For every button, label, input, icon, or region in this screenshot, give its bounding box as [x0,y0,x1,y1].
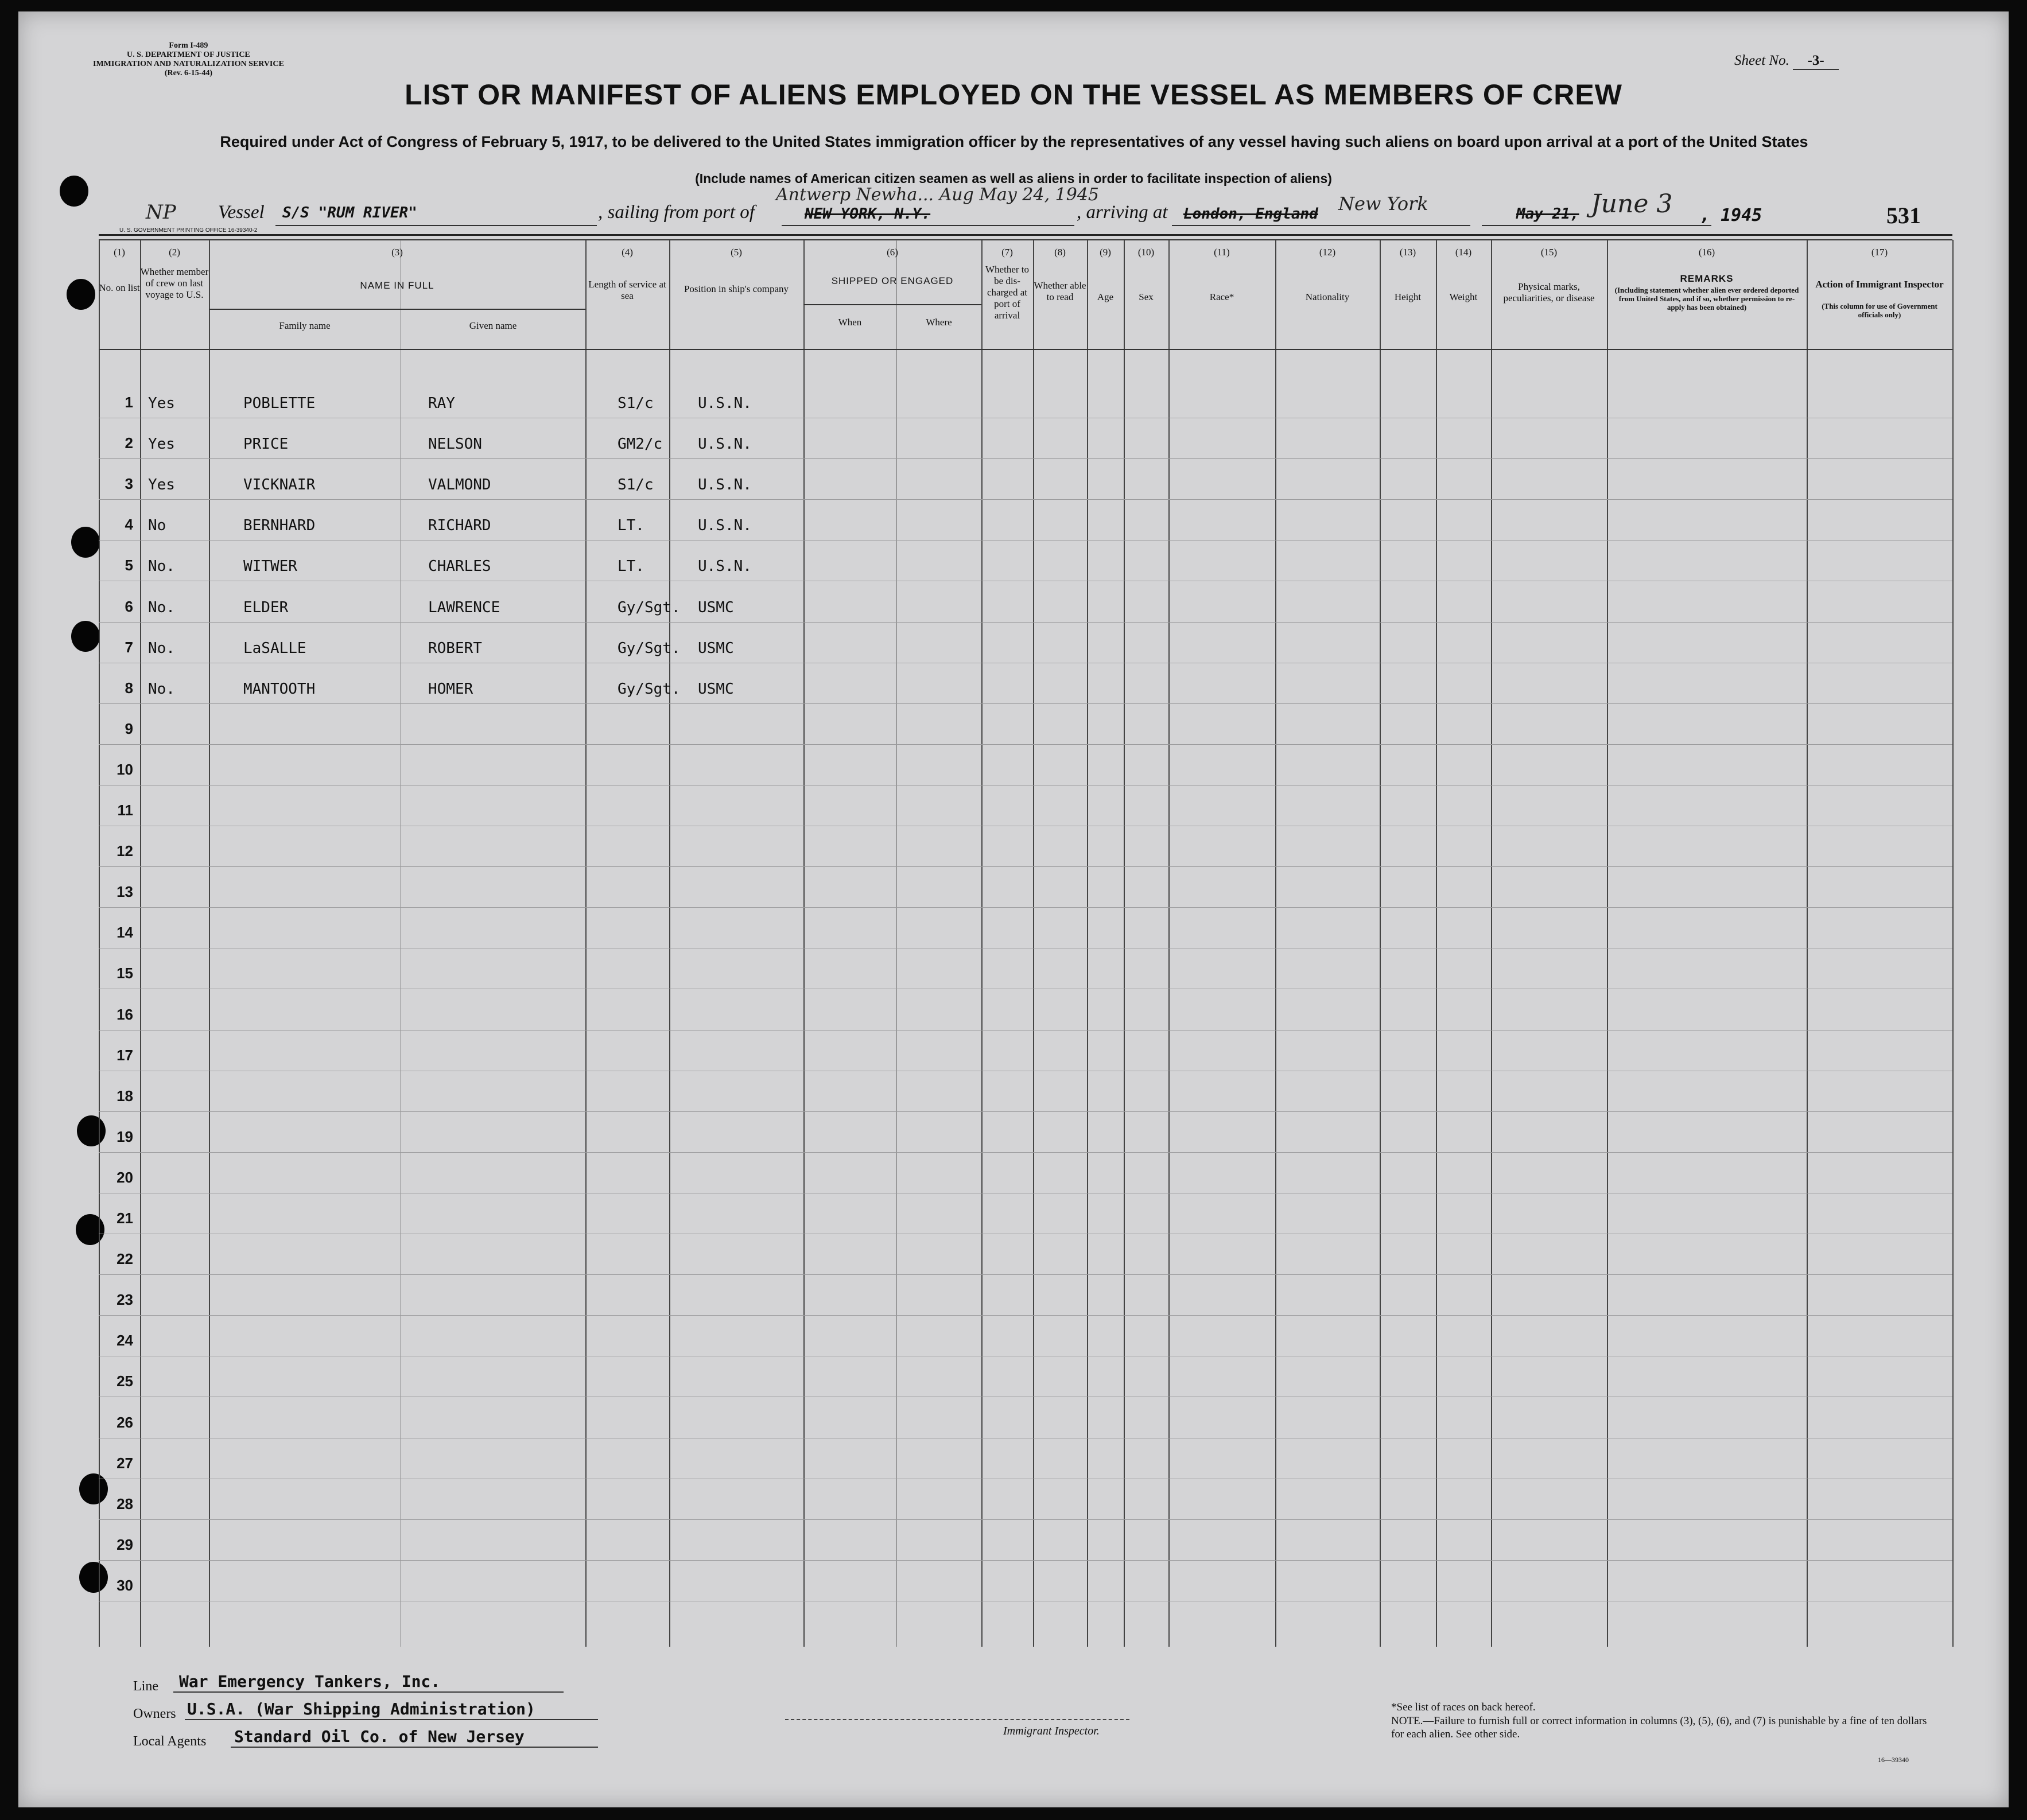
crew-service: GM2/c [618,435,663,453]
row-number: 8 [125,679,133,697]
crew-last-voyage: No. [148,680,175,698]
crew-family-name: MANTOOTH [243,680,316,698]
crew-family-name: WITWER [243,558,297,575]
form-identifier: Form I-489 U. S. DEPARTMENT OF JUSTICE IMMIGRATION AND NATURALIZATION SERVICE (Rev. 6-15-44) [93,41,284,77]
handwritten-port-from: Antwerp Newha... Aug May 24, 1945 [776,185,1099,205]
row-number: 16 [117,1005,133,1023]
row-rule [99,1274,1952,1275]
col-head-weight: Weight [1449,291,1478,302]
col-head-remarks: REMARKS [1680,273,1734,284]
row-rule [99,458,1952,459]
col-head-discharged: Whether to be dis-charged at port of arrival [985,264,1029,321]
col-head-when: When [838,317,862,328]
line-value: War Emergency Tankers, Inc. [179,1672,441,1691]
crew-service: Gy/Sgt. [618,639,681,657]
crew-position: U.S.N. [698,435,752,453]
failure-note: NOTE.—Failure to furnish full or correct information in columns (3), (5), (6), and (7) is punishable by a fine of ten dollars for each alien. See other side. [1391,1715,1927,1740]
row-rule [99,1152,1952,1153]
row-number: 24 [117,1332,133,1350]
crew-given-name: HOMER [428,680,473,698]
row-rule [99,744,1952,745]
row-number: 10 [117,760,133,778]
col-head-family-name: Family name [279,320,331,331]
requirement-text: Required under Act of Congress of February 5, 1917, to be delivered to the United States immigration officer by the representatives of any vessel having such aliens on board upon arrival at a port of the United States [220,133,1808,150]
row-number: 1 [125,394,133,411]
crew-family-name: LaSALLE [243,639,306,657]
crew-given-name: VALMOND [428,476,491,494]
crew-last-voyage: No [148,517,166,535]
row-number: 4 [125,516,133,534]
row-number: 2 [125,434,133,452]
crew-service: LT. [618,558,644,575]
row-rule [99,866,1952,867]
line-label: Line [133,1679,158,1694]
crew-position: USMC [698,639,734,657]
vessel-line: NP Vessel S/S "RUM RIVER" , sailing from port of Antwerp Newha... Aug May 24, 1945 NEW YORK, N.Y. , arriving at London, England New York May 21, June 3 , 1945 [146,185,1762,225]
crew-service: Gy/Sgt. [618,680,681,698]
agents-value: Standard Oil Co. of New Jersey [234,1727,525,1746]
row-number: 13 [117,883,133,901]
crew-position: U.S.N. [698,395,752,412]
crew-family-name: ELDER [243,598,289,616]
crew-service: S1/c [618,476,654,494]
col-head-read: Whether able to read [1034,280,1086,302]
crew-last-voyage: No. [148,558,175,575]
row-number: 15 [117,965,133,982]
col-head-inspector-sub: (This column for use of Government officials only) [1822,302,1937,319]
crew-position: USMC [698,598,734,616]
col-head-nationality: Nationality [1305,291,1350,302]
punch-hole [71,527,100,558]
col-head-height: Height [1394,291,1422,302]
row-number: 14 [117,924,133,942]
crew-given-name: LAWRENCE [428,598,500,616]
vessel-name: S/S "RUM RIVER" [282,204,417,221]
col-head-position: Position in ship's company [684,283,789,294]
handwritten-prefix: NP [146,201,176,224]
row-rule [99,1519,1952,1520]
col-head-no: No. on list [99,282,140,293]
crew-position: U.S.N. [698,476,752,494]
crew-service: S1/c [618,395,654,412]
row-number: 23 [117,1291,133,1309]
row-number: 17 [117,1046,133,1064]
row-number: 20 [117,1168,133,1186]
crew-last-voyage: No. [148,598,175,616]
port-to: London, England [1183,205,1318,223]
races-note: *See list of races on back hereof. [1391,1701,1536,1713]
punch-hole [71,621,100,652]
page-number: 531 [1886,203,1921,228]
row-number: 27 [117,1454,133,1472]
crew-family-name: POBLETTE [243,395,316,412]
row-number: 29 [117,1535,133,1553]
gpo-line: U. S. GOVERNMENT PRINTING OFFICE 16-39340-2 [119,227,258,234]
crew-given-name: RICHARD [428,517,491,535]
sheet-number: Sheet No. -3- [1734,53,1839,70]
crew-last-voyage: Yes [148,476,175,494]
row-number: 18 [117,1087,133,1105]
crew-family-name: PRICE [243,435,289,453]
punch-hole [67,279,95,310]
manifest-page [18,11,2009,1807]
col-head-where: Where [926,317,952,328]
inspector-label: Immigrant Inspector. [1003,1725,1100,1737]
crew-given-name: RAY [428,395,455,412]
col-head-name: NAME IN FULL [360,280,434,291]
owners-label: Owners [133,1706,176,1721]
row-number: 25 [117,1372,133,1390]
arrival-date-typed: May 21, [1516,205,1579,223]
row-number: 11 [117,802,133,819]
arrival-year: , 1945 [1700,205,1762,225]
row-number: 28 [117,1495,133,1512]
row-number: 3 [125,475,133,493]
crew-table: (1) (2) (3) (4) (5) (6) (7) (8) (9) (10) (11) (12) (13) (14) (15) (16) (17) No. on list Whether member of crew on last voyage to U.S. NAME IN FULL Family name Given name Length of service at sea Position in ship's company SHIPPED OR ENGAGED When Where Whether to be dis-charged at port of arrival Whether able to read Age Sex Race* Nationality Height Weight Physical marks, peculiarities, or disease REMARKS (Including statement whether alien ever ordered deported from United States, and if so, whether permission to re-apply has been obtained) Action of Immigrant Inspector (This column for use of Government officials only) 1 Yes POBLETTE RAY S1/c U.S.N. 2 Yes PRICE NELSON GM2/c U.S.N. 3 Yes VICKNAIR VALMOND S1/c U.S.N. 4 No BERNHARD RICHARD LT. U.S.N. 5 No. WITWER CHARLES LT. U.S.N. 6 No. ELDER LAWRENCE Gy/Sgt. USMC 7 No. LaSALLE ROBERT Gy/Sgt. USMC 8 No. MANTOOTH HOMER Gy/Sgt. USMC 9 10 11 12 13 14 15 16 17 18 19 20 21 22 23 24 25 26 27 28 29 30 [99,240,1952,1647]
row-number: 7 [125,638,133,656]
crew-position: U.S.N. [698,517,752,535]
crew-position: U.S.N. [698,558,752,575]
form-code: 16—39340 [1878,1756,1909,1764]
col-head-service: Length of service at sea [588,279,666,301]
port-from: NEW YORK, N.Y. [805,205,931,223]
row-rule [99,1560,1952,1561]
col-head-given-name: Given name [469,320,517,331]
owners-value: U.S.A. (War Shipping Administration) [187,1700,535,1718]
row-number: 19 [117,1127,133,1145]
col-head-sex: Sex [1139,291,1154,302]
row-rule [99,622,1952,623]
row-number: 5 [125,557,133,574]
handwritten-arrival-date: June 3 [1591,189,1673,219]
col-head-physical-marks: Physical marks, peculiarities, or disease [1503,281,1595,304]
crew-given-name: CHARLES [428,558,491,575]
crew-service: LT. [618,517,644,535]
page-title: LIST OR MANIFEST OF ALIENS EMPLOYED ON THE VESSEL AS MEMBERS OF CREW [405,79,1622,111]
crew-family-name: BERNHARD [243,517,316,535]
row-number: 9 [125,720,133,737]
col-head-age: Age [1097,291,1114,302]
row-number: 30 [117,1576,133,1594]
col-head-inspector: Action of Immigrant Inspector [1815,279,1944,290]
crew-given-name: NELSON [428,435,482,453]
crew-family-name: VICKNAIR [243,476,316,494]
crew-service: Gy/Sgt. [618,598,681,616]
crew-given-name: ROBERT [428,639,482,657]
row-number: 22 [117,1250,133,1268]
row-number: 26 [117,1413,133,1431]
row-number: 6 [125,597,133,615]
row-rule [99,703,1952,704]
col-head-last-voyage: Whether member of crew on last voyage to U.S. [140,266,209,300]
agents-label: Local Agents [133,1734,207,1749]
crew-last-voyage: Yes [148,435,175,453]
col-head-remarks-sub: (Including statement whether alien ever ordered deported from United States, and if so, whether permission to re-apply has been obtained) [1614,286,1799,312]
crew-last-voyage: No. [148,639,175,657]
col-head-shipped: SHIPPED OR ENGAGED [831,275,954,286]
include-note: (Include names of American citizen seamen as well as aliens in order to facilitate inspection of aliens) [695,171,1332,186]
row-rule [99,499,1952,500]
row-number: 12 [117,842,133,860]
row-rule [99,1111,1952,1112]
row-rule [99,1315,1952,1316]
col-head-race: Race* [1209,291,1234,302]
handwritten-port-to: New York [1338,193,1428,215]
crew-last-voyage: Yes [148,395,175,412]
row-rule [99,907,1952,908]
row-number: 21 [117,1210,133,1227]
crew-position: USMC [698,680,734,698]
